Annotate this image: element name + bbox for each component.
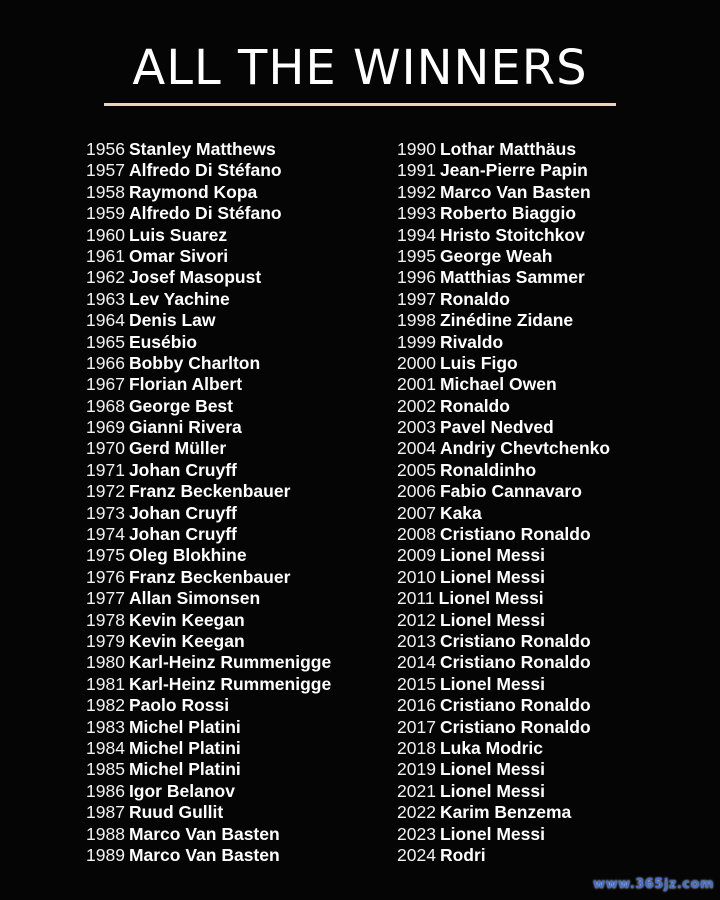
winner-name: Franz Beckenbauer	[128, 566, 291, 587]
winner-row	[397, 738, 717, 759]
winner-year: 1991	[397, 160, 436, 181]
winner-name: Luka Modric	[439, 737, 544, 758]
winner-name: Luis Figo	[439, 352, 518, 373]
winner-name: Lionel Messi	[439, 566, 545, 587]
winner-name: Lionel Messi	[439, 823, 545, 844]
winner-row	[397, 374, 717, 395]
winner-row	[86, 802, 406, 823]
winner-row	[397, 417, 717, 438]
winner-row	[397, 203, 717, 224]
winner-name: Roberto Biaggio	[439, 203, 577, 224]
winner-row	[397, 310, 717, 331]
winner-year: 1981	[86, 673, 125, 694]
winner-year: 2001	[397, 374, 436, 395]
winner-row	[397, 674, 717, 695]
winner-row	[86, 610, 406, 631]
winner-name: Lionel Messi	[438, 588, 544, 609]
winner-name: Lionel Messi	[439, 545, 545, 566]
winner-name: Gianni Rivera	[128, 417, 242, 438]
winner-row	[86, 588, 406, 609]
winner-name: Kevin Keegan	[128, 630, 245, 651]
winner-name: Ronaldinho	[439, 459, 537, 480]
winner-name: Oleg Blokhine	[128, 545, 247, 566]
winner-year: 2017	[397, 716, 436, 737]
winner-year: 2019	[397, 759, 436, 780]
winner-row	[397, 139, 717, 160]
winner-row	[397, 695, 717, 716]
winner-row	[86, 652, 406, 673]
winner-row	[397, 781, 717, 802]
winner-name: Cristiano Ronaldo	[439, 652, 591, 673]
title-underline	[104, 103, 616, 106]
winner-name: Johan Cruyff	[128, 524, 237, 545]
winner-name: Lev Yachine	[128, 288, 230, 309]
winner-name: Marco Van Basten	[128, 844, 280, 865]
winner-year: 1974	[86, 524, 125, 545]
winner-row	[86, 203, 406, 224]
winner-row	[397, 481, 717, 502]
winner-row	[397, 160, 717, 181]
winner-year: 1992	[397, 181, 436, 202]
winner-name: Lionel Messi	[439, 673, 545, 694]
winner-row	[397, 396, 717, 417]
winner-name: Hristo Stoitchkov	[439, 224, 585, 245]
winner-name: Omar Sivori	[128, 245, 229, 266]
winner-year: 1960	[86, 224, 125, 245]
page-title: ALL THE WINNERS	[132, 40, 588, 96]
winner-year: 2011	[397, 588, 435, 609]
winner-year: 1999	[397, 331, 436, 352]
winner-year: 2012	[397, 609, 436, 630]
winner-name: Michel Platini	[128, 759, 241, 780]
winner-name: Marco Van Basten	[128, 823, 280, 844]
winner-name: Karl-Heinz Rummenigge	[128, 652, 332, 673]
winner-name: Michel Platini	[128, 737, 241, 758]
winner-name: Cristiano Ronaldo	[439, 716, 591, 737]
winner-row	[397, 845, 717, 866]
winner-year: 1971	[86, 459, 125, 480]
winner-name: Cristiano Ronaldo	[439, 630, 591, 651]
winner-year: 1990	[397, 139, 436, 159]
winner-row	[86, 781, 406, 802]
winner-name: Kevin Keegan	[128, 609, 245, 630]
winner-row	[86, 545, 406, 566]
winner-row	[86, 289, 406, 310]
winner-row	[86, 417, 406, 438]
winner-year: 2014	[397, 652, 436, 673]
winner-row	[397, 246, 717, 267]
winner-year: 1961	[86, 245, 125, 266]
winners-list-right	[397, 139, 717, 866]
winner-year: 2002	[397, 395, 436, 416]
winner-name: Kaka	[439, 502, 482, 523]
winner-year: 1987	[86, 802, 125, 823]
winner-row	[86, 332, 406, 353]
winner-row	[86, 160, 406, 181]
winner-year: 1986	[86, 780, 125, 801]
winner-year: 1984	[86, 737, 125, 758]
winner-name: Zinédine Zidane	[439, 310, 574, 331]
winner-name: Fabio Cannavaro	[439, 481, 582, 502]
winner-row	[397, 610, 717, 631]
winner-row	[86, 567, 406, 588]
winner-name: Stanley Matthews	[128, 139, 276, 159]
winner-year: 2021	[397, 780, 436, 801]
winner-name: Lionel Messi	[439, 780, 545, 801]
winner-row	[397, 503, 717, 524]
winner-row	[86, 460, 406, 481]
winner-year: 1996	[397, 267, 436, 288]
winner-name: Rivaldo	[439, 331, 504, 352]
winner-name: Igor Belanov	[128, 780, 235, 801]
winner-year: 1967	[86, 374, 125, 395]
winner-row	[86, 374, 406, 395]
winner-year: 2024	[397, 844, 436, 865]
winner-name: Jean-Pierre Papin	[439, 160, 588, 181]
winner-row	[397, 225, 717, 246]
winner-year: 1970	[86, 438, 125, 459]
winner-name: Johan Cruyff	[128, 459, 237, 480]
winner-name: Lionel Messi	[439, 759, 545, 780]
winner-row	[86, 824, 406, 845]
winner-name: George Best	[128, 395, 233, 416]
winner-name: Gerd Müller	[128, 438, 227, 459]
winner-year: 2023	[397, 823, 436, 844]
winner-name: Raymond Kopa	[128, 181, 258, 202]
winner-year: 2006	[397, 481, 436, 502]
winner-row	[86, 246, 406, 267]
winner-year: 2022	[397, 802, 436, 823]
winner-name: Michel Platini	[128, 716, 241, 737]
winner-year: 1964	[86, 310, 125, 331]
winner-year: 2010	[397, 566, 436, 587]
winner-name: Rodri	[439, 844, 486, 865]
winner-name: Eusébio	[128, 331, 198, 352]
winner-row	[86, 225, 406, 246]
winner-year: 2009	[397, 545, 436, 566]
winner-year: 2016	[397, 695, 436, 716]
winner-name: Matthias Sammer	[439, 267, 585, 288]
winner-year: 1988	[86, 823, 125, 844]
winner-year: 1997	[397, 288, 436, 309]
winner-name: Alfredo Di Stéfano	[128, 160, 282, 181]
winner-row	[86, 438, 406, 459]
winner-row	[397, 524, 717, 545]
winner-row	[86, 524, 406, 545]
winner-row	[397, 353, 717, 374]
winner-year: 1963	[86, 288, 125, 309]
winner-row	[86, 695, 406, 716]
winner-year: 1983	[86, 716, 125, 737]
winner-year: 1958	[86, 181, 125, 202]
winner-year: 1969	[86, 417, 125, 438]
winner-name: Denis Law	[128, 310, 216, 331]
winner-row	[397, 802, 717, 823]
winner-row	[86, 182, 406, 203]
winner-name: Cristiano Ronaldo	[439, 524, 591, 545]
winner-row	[397, 824, 717, 845]
winner-name: Ronaldo	[439, 288, 510, 309]
winner-year: 1979	[86, 630, 125, 651]
winner-year: 1993	[397, 203, 436, 224]
winner-name: Ronaldo	[439, 395, 510, 416]
winner-row	[86, 674, 406, 695]
winner-row	[397, 717, 717, 738]
winner-year: 1985	[86, 759, 125, 780]
winner-row	[86, 396, 406, 417]
winner-row	[397, 588, 717, 609]
winner-name: Josef Masopust	[128, 267, 262, 288]
winner-name: Franz Beckenbauer	[128, 481, 291, 502]
winner-row	[397, 652, 717, 673]
winner-year: 1956	[86, 139, 125, 159]
winner-year: 2004	[397, 438, 436, 459]
winner-name: Lionel Messi	[439, 609, 545, 630]
winner-name: Luis Suarez	[128, 224, 228, 245]
winner-year: 1957	[86, 160, 125, 181]
winner-name: Lothar Matthäus	[439, 139, 577, 159]
winner-name: Florian Albert	[128, 374, 243, 395]
winner-row	[397, 567, 717, 588]
winner-row	[86, 717, 406, 738]
winner-row	[86, 759, 406, 780]
winner-row	[86, 139, 406, 160]
winner-year: 1989	[86, 844, 125, 865]
winner-name: Andriy Chevtchenko	[439, 438, 611, 459]
winner-name: Karim Benzema	[439, 802, 572, 823]
winner-row	[397, 182, 717, 203]
winner-row	[397, 438, 717, 459]
winner-name: Karl-Heinz Rummenigge	[128, 673, 332, 694]
winner-year: 2005	[397, 459, 436, 480]
winner-name: Marco Van Basten	[439, 181, 591, 202]
winner-row	[86, 481, 406, 502]
winner-year: 1994	[397, 224, 436, 245]
winner-row	[397, 545, 717, 566]
winner-year: 1976	[86, 566, 125, 587]
winner-year: 2000	[397, 352, 436, 373]
winner-row	[397, 332, 717, 353]
winner-row	[397, 267, 717, 288]
winners-list-left	[86, 139, 406, 866]
winner-row	[86, 310, 406, 331]
winner-name: Ruud Gullit	[128, 802, 224, 823]
winner-name: Cristiano Ronaldo	[439, 695, 591, 716]
winner-year: 1962	[86, 267, 125, 288]
winner-year: 1966	[86, 352, 125, 373]
winner-name: Michael Owen	[439, 374, 557, 395]
winner-year: 1998	[397, 310, 436, 331]
winner-name: Paolo Rossi	[128, 695, 230, 716]
winner-year: 1968	[86, 395, 125, 416]
winner-year: 1977	[86, 588, 125, 609]
winner-year: 1980	[86, 652, 125, 673]
winner-year: 1978	[86, 609, 125, 630]
winner-row	[86, 631, 406, 652]
winner-row	[86, 353, 406, 374]
winner-row	[86, 503, 406, 524]
watermark: www.365jz.com	[593, 877, 714, 892]
winner-row	[397, 460, 717, 481]
winner-row	[86, 738, 406, 759]
winner-row	[86, 267, 406, 288]
winner-year: 1982	[86, 695, 125, 716]
winner-year: 2013	[397, 630, 436, 651]
winner-name: Alfredo Di Stéfano	[128, 203, 282, 224]
winner-row	[397, 631, 717, 652]
winner-year: 1965	[86, 331, 125, 352]
winner-year: 2008	[397, 524, 436, 545]
winner-year: 1959	[86, 203, 125, 224]
winner-name: Johan Cruyff	[128, 502, 237, 523]
winner-row	[397, 759, 717, 780]
winner-row	[86, 845, 406, 866]
winner-name: Pavel Nedved	[439, 417, 554, 438]
winner-year: 1975	[86, 545, 125, 566]
winner-name: Allan Simonsen	[128, 588, 261, 609]
winner-year: 2007	[397, 502, 436, 523]
winner-name: Bobby Charlton	[128, 352, 261, 373]
winner-year: 1972	[86, 481, 125, 502]
winner-row	[397, 289, 717, 310]
winner-year: 2015	[397, 673, 436, 694]
winner-name: George Weah	[439, 245, 553, 266]
winner-year: 2003	[397, 417, 436, 438]
winner-year: 1973	[86, 502, 125, 523]
winner-year: 2018	[397, 737, 436, 758]
winner-year: 1995	[397, 245, 436, 266]
